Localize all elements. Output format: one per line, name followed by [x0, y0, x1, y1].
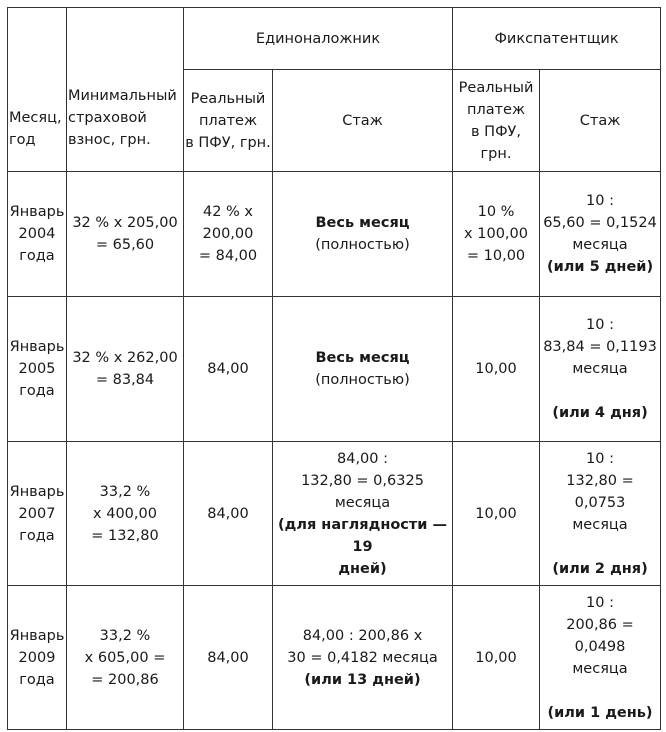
single-payment-cell: 84,00: [184, 442, 273, 586]
fixed-service-bold: (или 1 день): [547, 704, 653, 721]
fixed-service-calc: 10 : 200,86 = 0,0498 месяца: [566, 594, 634, 677]
spacer: [541, 680, 659, 702]
fixed-payment-cell: 10,00: [453, 586, 540, 730]
fixed-payment-cell: 10 % х 100,00 = 10,00: [453, 172, 540, 297]
single-service-note: (полностью): [315, 237, 410, 253]
single-service-cell: [273, 297, 453, 442]
header-single-real-payment: Реальный платеж в ПФУ, грн.: [184, 70, 273, 172]
single-payment-cell: 42 % х 200,00 = 84,00: [184, 172, 273, 297]
single-service-calc: 84,00 : 132,80 = 0,6325 месяца: [301, 450, 424, 511]
fixed-service-bold: (или 4 дня): [552, 405, 648, 421]
header-fixed-service: Стаж: [540, 70, 661, 172]
spacer: [541, 536, 659, 558]
fixed-service-calc: 10 : 65,60 = 0,1524 месяца: [543, 193, 657, 253]
header-single-service: Стаж: [273, 70, 453, 172]
period-cell: Январь 2005 года: [8, 297, 67, 442]
table-row: [8, 442, 661, 586]
fixed-service-cell: [540, 297, 661, 442]
single-service-cell: [273, 442, 453, 586]
single-service-bold: (для наглядности — 19 дней): [277, 516, 448, 577]
single-service-bold: Весь месяц: [315, 215, 410, 231]
period-cell: Январь 2009 года: [8, 586, 67, 730]
fixed-payment-cell: 10,00: [453, 442, 540, 586]
table-row: [8, 586, 661, 730]
fixed-payment-cell: 10,00: [453, 297, 540, 442]
fixed-service-bold: (или 2 дня): [552, 560, 648, 577]
min-contribution-cell: 33,2 % х 400,00 = 132,80: [67, 442, 184, 586]
fixed-service-bold: (или 5 дней): [546, 259, 654, 275]
single-payment-cell: 84,00: [184, 297, 273, 442]
header-fixed-real-payment: Реальный платеж в ПФУ, грн.: [453, 70, 540, 172]
single-service-bold: Весь месяц: [315, 350, 410, 366]
single-service-calc: 84,00 : 200,86 х 30 = 0,4182 месяца: [287, 627, 438, 666]
header-group-single-tax: Единоналожник: [184, 8, 453, 70]
table-row: [8, 172, 661, 297]
fixed-service-calc: 10 : 83,84 = 0,1193 месяца: [543, 317, 657, 377]
single-service-cell: [273, 172, 453, 297]
single-service-bold: (или 13 дней): [304, 671, 421, 688]
fixed-service-cell: [540, 586, 661, 730]
contribution-table: [7, 7, 661, 730]
header-min-contribution: Минимальный страховой взнос, грн.: [67, 8, 184, 172]
header-month: Месяц, год: [8, 8, 67, 172]
min-contribution-cell: 32 % х 262,00 = 83,84: [67, 297, 184, 442]
period-cell: Январь 2007 года: [8, 442, 67, 586]
min-contribution-cell: 32 % х 205,00 = 65,60: [67, 172, 184, 297]
table-row: [8, 297, 661, 442]
single-payment-cell: 84,00: [184, 586, 273, 730]
header-row-groups: [8, 8, 661, 70]
header-group-fixed-patent: Фикспатентщик: [453, 8, 661, 70]
fixed-service-cell: [540, 172, 661, 297]
single-service-cell: [273, 586, 453, 730]
fixed-service-calc: 10 : 132,80 = 0,0753 месяца: [566, 450, 634, 533]
single-service-note: (полностью): [315, 372, 410, 388]
period-cell: Январь 2004 года: [8, 172, 67, 297]
fixed-service-cell: [540, 442, 661, 586]
min-contribution-cell: 33,2 % х 605,00 = = 200,86: [67, 586, 184, 730]
spacer: [541, 380, 659, 402]
